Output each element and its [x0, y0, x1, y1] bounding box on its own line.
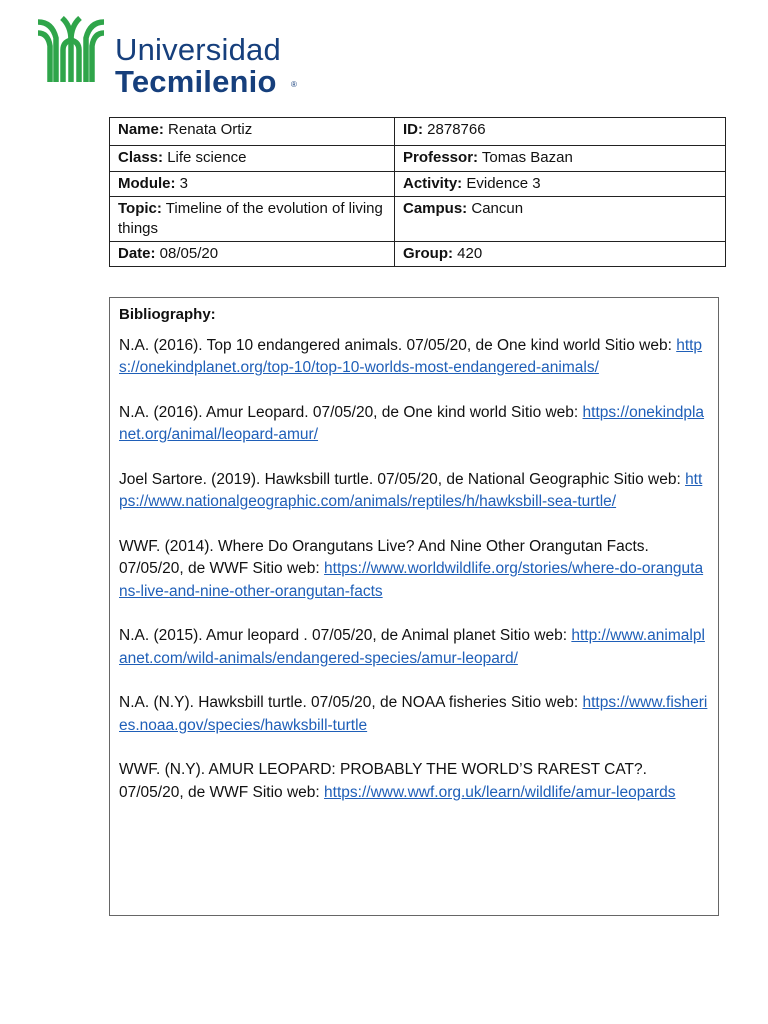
entry-link[interactable]: https://onekindplanet.org/top-10/top-10-worlds-most-endangered-animals/: [119, 336, 703, 376]
bibliography-entry: [119, 536, 710, 604]
logo-text-universidad: Universidad: [115, 32, 281, 67]
university-logo: [38, 16, 308, 99]
class-cell: [110, 146, 395, 172]
entry-link[interactable]: https://www.nationalgeographic.com/animals/reptiles/h/hawksbill-sea-turtle/: [119, 470, 703, 510]
bibliography-heading: Bibliography:: [119, 306, 216, 323]
name-value: Renata Ortiz: [163, 121, 253, 138]
activity-value: Evidence 3: [462, 175, 541, 192]
professor-label: Professor:: [403, 149, 479, 166]
id-label: ID:: [403, 121, 423, 138]
module-cell: [110, 172, 395, 197]
entry-text: WWF. (2014). Where Do Orangutans Live? And Nine Other Orangutan Facts. 07/05/20, de WWF Sitio web:: [119, 537, 649, 577]
table-row: [110, 242, 726, 267]
date-cell: [110, 242, 395, 267]
professor-value: Tomas Bazan: [478, 149, 573, 166]
module-label: Module:: [118, 175, 176, 192]
topic-label: Topic:: [118, 200, 162, 217]
entry-text: N.A. (2016). Amur Leopard. 07/05/20, de One kind world Sitio web:: [119, 403, 583, 421]
id-value: 2878766: [423, 121, 486, 138]
name-label: Name:: [118, 121, 164, 138]
registered-mark: ®: [291, 80, 297, 89]
date-label: Date:: [118, 245, 156, 262]
bibliography-entry: [119, 469, 710, 514]
module-value: 3: [175, 175, 189, 192]
table-row: [110, 146, 726, 172]
bibliography-entry: [119, 335, 710, 380]
entry-text: WWF. (N.Y). AMUR LEOPARD: PROBABLY THE WORLD’S RAREST CAT?. 07/05/20, de WWF Sitio web:: [119, 761, 647, 801]
table-row: [110, 172, 726, 197]
entry-text: Joel Sartore. (2019). Hawksbill turtle. 07/05/20, de National Geographic Sitio web:: [119, 470, 686, 488]
activity-cell: [395, 172, 726, 197]
student-info-table: [109, 117, 726, 267]
entry-text: N.A. (N.Y). Hawksbill turtle. 07/05/20, de NOAA fisheries Sitio web:: [119, 694, 583, 711]
class-value: Life science: [163, 149, 247, 166]
bibliography-entry: [119, 402, 710, 447]
campus-value: Cancun: [467, 200, 524, 217]
tecmilenio-logo-mark-icon: [38, 16, 104, 84]
professor-cell: [395, 146, 726, 172]
entry-link[interactable]: http://www.animalplanet.com/wild-animals/endangered-species/amur-leopard/: [119, 627, 705, 667]
entry-link[interactable]: https://www.worldwildlife.org/stories/where-do-orangutans-live-and-nine-other-orangutan-facts: [119, 560, 704, 600]
bibliography-box: [109, 297, 719, 916]
entry-link[interactable]: https://www.fisheries.noaa.gov/species/hawksbill-turtle: [119, 694, 708, 734]
group-value: 420: [453, 245, 483, 262]
entry-text: N.A. (2015). Amur leopard . 07/05/20, de Animal planet Sitio web:: [119, 627, 572, 644]
name-cell: [110, 118, 395, 146]
group-cell: [395, 242, 726, 267]
logo-text-tecmilenio: Tecmilenio: [115, 64, 277, 99]
id-cell: [395, 118, 726, 146]
table-row: [110, 118, 726, 146]
entry-link[interactable]: https://onekindplanet.org/animal/leopard-amur/: [119, 403, 705, 443]
date-value: 08/05/20: [155, 245, 219, 262]
class-label: Class:: [118, 149, 164, 166]
campus-label: Campus:: [403, 200, 468, 217]
bibliography-entry: [119, 692, 710, 737]
entry-text: N.A. (2016). Top 10 endangered animals. 07/05/20, de One kind world Sitio web:: [119, 336, 677, 354]
entry-link[interactable]: https://www.wwf.org.uk/learn/wildlife/amur-leopards: [324, 783, 676, 801]
topic-value: Timeline of the evolution of living things: [118, 200, 383, 237]
topic-cell: [110, 197, 395, 242]
campus-cell: [395, 197, 726, 242]
bibliography-entry: [119, 625, 710, 670]
table-row: [110, 197, 726, 242]
group-label: Group:: [403, 245, 453, 262]
bibliography-entry: [119, 759, 710, 804]
activity-label: Activity:: [403, 175, 463, 192]
